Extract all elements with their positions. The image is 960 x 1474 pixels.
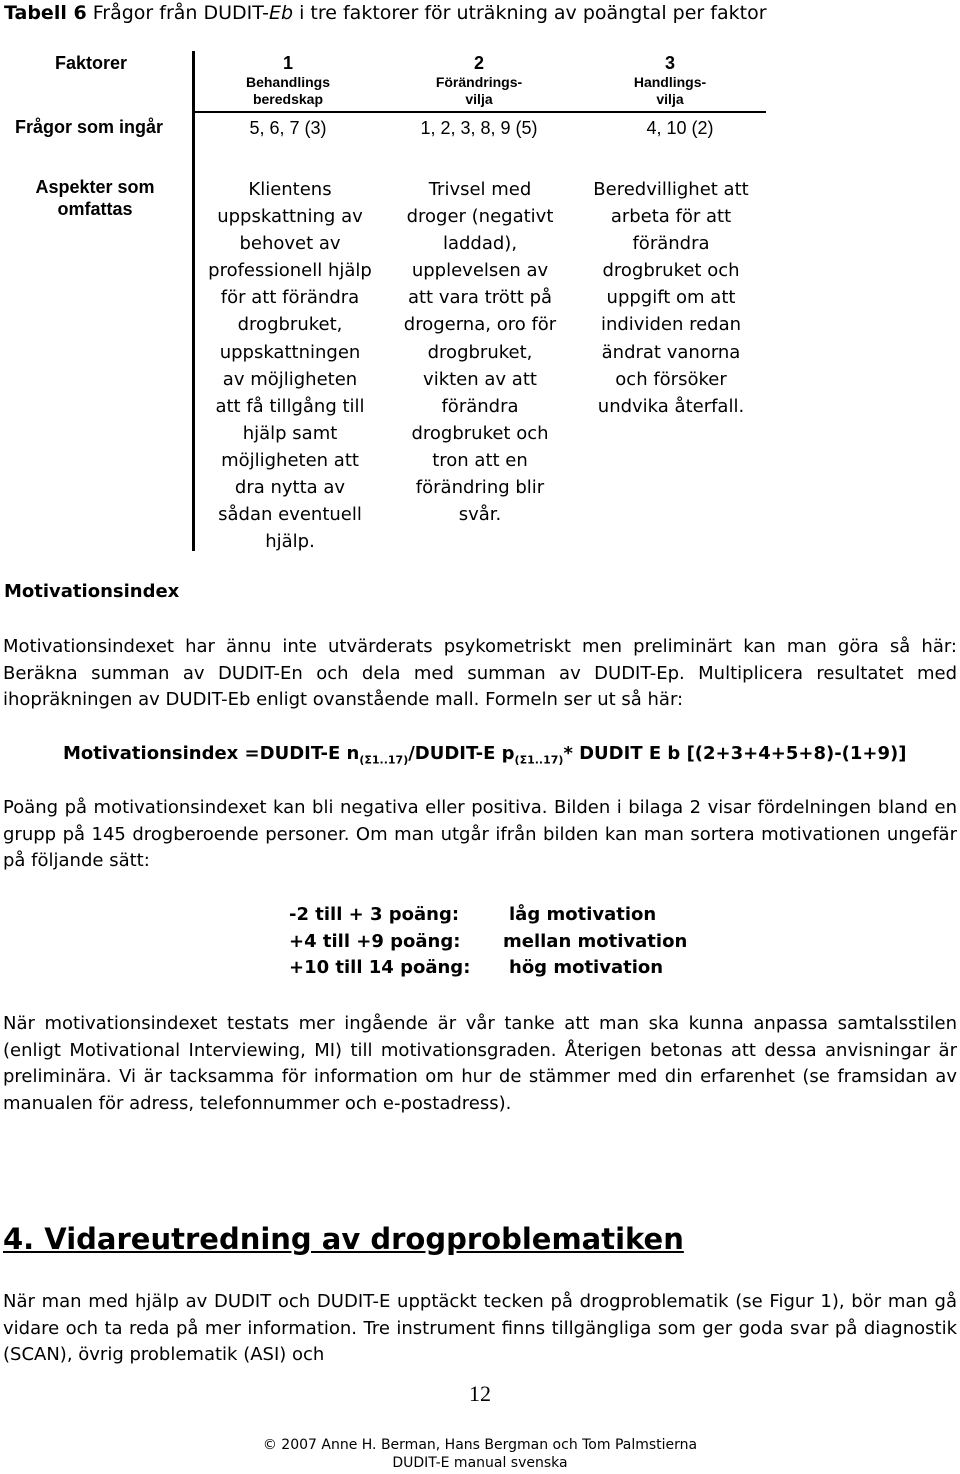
column-name-line2: vilja [465,91,493,107]
questions-col-3: 4, 10 (2) [646,118,714,138]
questions-col-2: 1, 2, 3, 8, 9 (5) [420,118,538,138]
aspect-line: drogbruket, [427,341,533,363]
section-heading: 4. Vidareutredning av drogproblematiken [3,1222,684,1256]
column-name-line1: Handlings- [633,74,707,90]
formula-sub-2: (Σ1..17) [514,753,564,767]
page-number: 12 [469,1381,491,1406]
aspect-line: drogbruket och [411,422,549,444]
scale-levels [503,902,687,982]
aspect-line: att få tillgång till [215,395,365,417]
formula-part-1: Motivationsindex =DUDIT-E n [63,743,360,764]
aspect-line: drogbruket och [602,260,740,282]
column-name-line1: Förändrings- [435,74,523,90]
aspect-line: svår. [458,504,502,526]
aspect-line: hjälp samt [242,422,338,444]
motivation-formula [63,743,906,767]
aspect-line: professionell hjälp [208,260,372,282]
aspect-line: möjligheten att [221,449,359,471]
aspect-line: tron att en [432,449,528,471]
caption-label: Tabell 6 [4,2,87,24]
caption-text-2: i tre faktorer för uträkning av poängtal per faktor [293,2,767,24]
caption-italic: Eb [268,2,294,24]
table-horizontal-rule [192,111,766,113]
aspect-line: uppskattningen [219,341,361,363]
aspect-line: drogerna, oro för [403,314,557,336]
row-label-motivationsindex: Motivationsindex [4,581,180,602]
row-label-fragor: Frågor som ingår [15,117,164,137]
aspect-line: förändra [632,233,710,255]
footer-copyright: © 2007 Anne H. Berman, Hans Bergman och Tom Palmstierna [262,1437,698,1453]
column-name-line2: vilja [656,91,684,107]
caption-text-1: Frågor från DUDIT- [86,2,269,24]
scale-range: +4 till +9 poäng: [289,930,461,952]
aspect-line: och försöker [615,368,727,390]
column-number: 3 [664,53,675,73]
column-name-line2: beredskap [252,91,324,107]
row-label-aspekter-line1: Aspekter som [35,177,155,197]
aspect-line: förändring blir [415,477,545,499]
footer-manual-name: DUDIT-E manual svenska [392,1455,568,1471]
formula-sub-1: (Σ1..17) [359,753,409,767]
aspect-line: uppgift om att [606,287,736,309]
paragraph-future-use: När motivationsindexet testats mer ingående är vår tanke att man ska kunna anpassa samtalsstilen (enligt Motivational Interviewing, MI) till motivationsgraden. Återigen betonas att dessa anvisningar är preliminära. Vi är tacksamma för information om hur de stämmer med din erfarenhet (se framsidan av manualen för adress, telefonnummer och e-postadress). [3,1013,957,1114]
row-label-aspekter [0,176,190,220]
aspect-line: arbeta för att [610,206,732,228]
column-header-2 [389,52,569,108]
aspect-line: uppskattning av [217,206,363,228]
column-header-3 [580,52,760,108]
aspect-line: att vara trött på [407,287,553,309]
aspect-line: sådan eventuell [218,504,362,526]
formula-part-3: * DUDIT E b [(2+3+4+5+8)-(1+9)] [563,743,907,764]
aspect-line: individen redan [600,314,742,336]
aspect-line: för att förändra [220,287,360,309]
aspect-line: Klientens [248,179,332,200]
aspect-cell-2 [385,176,575,528]
aspect-cell-1 [192,176,388,555]
column-name-line1: Behandlings [245,74,330,90]
scale-level: mellan motivation [503,930,688,952]
column-number: 2 [473,53,484,73]
aspect-line: av möjligheten [222,368,358,390]
paragraph-further-assessment: När man med hjälp av DUDIT och DUDIT-E upptäckt tecken på drogproblematik (se Figur 1), bör man gå vidare och ta reda på mer information. Tre instrument finns tillgängliga som ger goda svar på diagnostik (SCAN), övrig problematik (ASI) och [3,1291,957,1366]
aspect-line: droger (negativt [406,206,554,228]
questions-col-1: 5, 6, 7 (3) [249,118,327,138]
aspect-line: hjälp. [265,531,315,553]
column-number: 1 [282,53,293,73]
formula-part-2: /DUDIT-E p [408,743,515,764]
paragraph-score-distribution: Poäng på motivationsindexet kan bli negativa eller positiva. Bilden i bilaga 2 visar fördelningen bland en grupp på 145 drogberoende personer. Om man utgår ifrån bilden kan man sortera motivationen ungefär på följande sätt: [3,797,957,872]
aspect-line: ändrat vanorna [601,341,741,363]
aspect-line: laddad), [442,233,518,255]
row-label-faktorer: Faktorer [55,53,128,73]
aspect-line: dra nytta av [234,477,346,499]
aspect-line: undvika återfall. [597,395,745,417]
column-header-1 [198,52,378,108]
aspect-line: behovet av [239,233,341,255]
scale-level: låg motivation [509,904,657,925]
aspect-line: förändra [441,395,519,417]
aspect-line: Trivsel med [428,179,532,200]
row-label-aspekter-line2: omfattas [57,199,133,219]
aspect-line: vikten av att [423,368,537,390]
paragraph-motivationsindex-intro: Motivationsindexet har ännu inte utvärderats psykometriskt men preliminärt kan man göra så här: Beräkna summan av DUDIT-En och dela med summan av DUDIT-Ep. Multiplicera resultatet med ihopräkningen av DUDIT-Eb enligt ovanstående mall. Formeln ser ut så här: [3,636,957,711]
aspect-line: upplevelsen av [411,260,549,282]
aspect-cell-3 [575,176,767,420]
scale-ranges [289,902,470,982]
table-caption [4,2,767,24]
scale-range: -2 till + 3 poäng: [289,904,460,925]
aspect-line: Beredvillighet att [593,179,749,200]
scale-range: +10 till 14 poäng: [289,957,471,978]
aspect-line: drogbruket, [237,314,343,336]
scale-level: hög motivation [509,957,664,978]
